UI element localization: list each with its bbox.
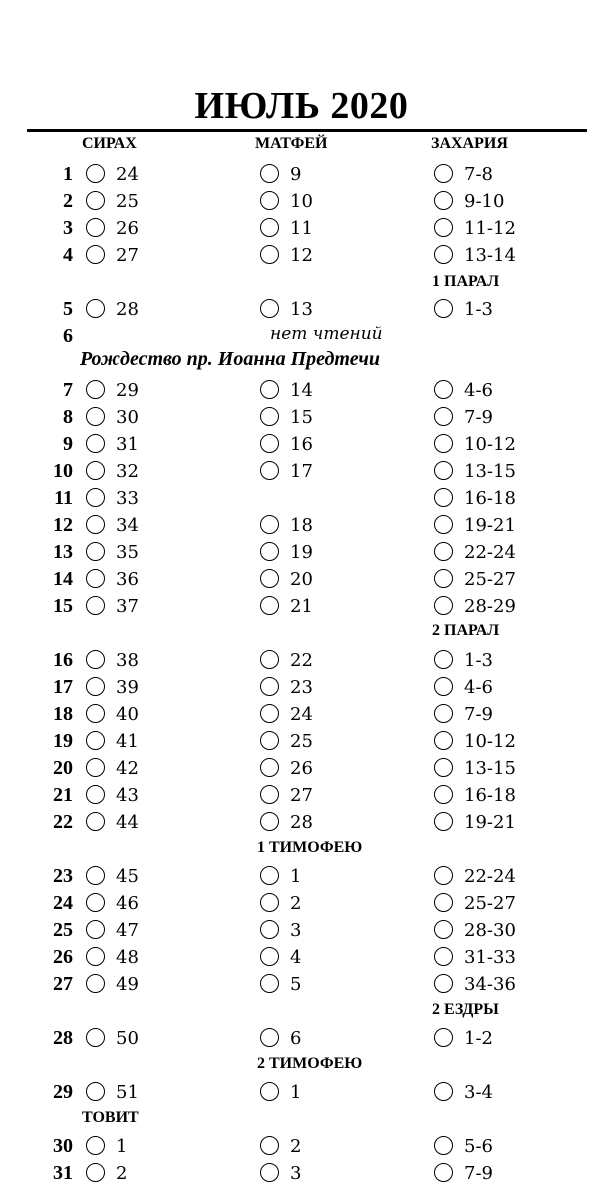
table-row <box>0 944 603 971</box>
table-row <box>0 377 603 404</box>
table-row <box>0 296 603 323</box>
checkbox-circle[interactable] <box>260 731 279 750</box>
chapter-label: 26 <box>290 758 313 779</box>
table-row <box>0 566 603 593</box>
chapter-label: 42 <box>116 758 139 779</box>
checkbox-circle[interactable] <box>434 515 453 534</box>
checkbox-circle[interactable] <box>260 569 279 588</box>
day-number: 13 <box>53 541 73 563</box>
checkbox-circle[interactable] <box>434 650 453 669</box>
day-number: 10 <box>53 460 73 482</box>
day-number: 2 <box>63 190 73 212</box>
checkbox-circle[interactable] <box>260 812 279 831</box>
chapter-label: 2 <box>290 893 302 914</box>
checkbox-circle[interactable] <box>434 1136 453 1155</box>
day-number: 21 <box>53 784 73 806</box>
table-row <box>0 863 603 890</box>
checkbox-circle[interactable] <box>434 1163 453 1182</box>
day-number: 28 <box>53 1027 73 1049</box>
chapter-label: 24 <box>116 164 139 185</box>
checkbox-circle[interactable] <box>260 191 279 210</box>
checkbox-circle[interactable] <box>86 785 105 804</box>
subheading-1-timothy: 1 ТИМОФЕЮ <box>257 839 363 856</box>
day-number: 16 <box>53 649 73 671</box>
checkbox-circle[interactable] <box>434 380 453 399</box>
table-row <box>0 485 603 512</box>
checkbox-circle[interactable] <box>434 596 453 615</box>
chapter-label: 11 <box>290 218 313 239</box>
day-number: 23 <box>53 865 73 887</box>
checkbox-circle[interactable] <box>260 1163 279 1182</box>
chapter-label: 28 <box>116 299 139 320</box>
day-number: 29 <box>53 1081 73 1103</box>
checkbox-circle[interactable] <box>260 380 279 399</box>
chapter-label: 26 <box>116 218 139 239</box>
chapter-label: 36 <box>116 569 139 590</box>
chapter-label: 29 <box>116 380 139 401</box>
subheading-2-ezdry: 2 ЕЗДРЫ <box>432 1001 499 1018</box>
checkbox-circle[interactable] <box>434 1082 453 1101</box>
chapter-label: 34 <box>116 515 139 536</box>
checkbox-circle[interactable] <box>260 893 279 912</box>
checkbox-circle[interactable] <box>86 461 105 480</box>
chapter-label: 44 <box>116 812 139 833</box>
table-row <box>0 512 603 539</box>
day-number: 15 <box>53 595 73 617</box>
chapter-label: 3-4 <box>464 1082 493 1103</box>
chapter-label: 9-10 <box>464 191 505 212</box>
chapter-label: 17 <box>290 461 313 482</box>
checkbox-circle[interactable] <box>260 1028 279 1047</box>
chapter-label: 28-30 <box>464 920 516 941</box>
day-number: 9 <box>63 433 73 455</box>
chapter-label: 19-21 <box>464 515 516 536</box>
chapter-label: 20 <box>290 569 313 590</box>
table-row <box>0 404 603 431</box>
checkbox-circle[interactable] <box>86 650 105 669</box>
chapter-label: 22-24 <box>464 542 516 563</box>
day-number: 25 <box>53 919 73 941</box>
day-number: 3 <box>63 217 73 239</box>
chapter-label: 45 <box>116 866 139 887</box>
chapter-label: 7-9 <box>464 407 493 428</box>
day-number: 11 <box>54 487 73 509</box>
checkbox-circle[interactable] <box>86 1136 105 1155</box>
chapter-label: 25-27 <box>464 569 516 590</box>
checkbox-circle[interactable] <box>86 191 105 210</box>
checkbox-circle[interactable] <box>86 380 105 399</box>
table-row <box>0 1079 603 1106</box>
chapter-label: 10-12 <box>464 434 516 455</box>
chapter-label: 34-36 <box>464 974 516 995</box>
checkbox-circle[interactable] <box>260 1082 279 1101</box>
chapter-label: 1-3 <box>464 650 493 671</box>
chapter-label: 13 <box>290 299 313 320</box>
chapter-label: 18 <box>290 515 313 536</box>
table-row <box>0 809 603 836</box>
checkbox-circle[interactable] <box>86 677 105 696</box>
checkbox-circle[interactable] <box>434 245 453 264</box>
checkbox-circle[interactable] <box>86 596 105 615</box>
table-row <box>0 701 603 728</box>
chapter-label: 10 <box>290 191 313 212</box>
day-number: 27 <box>53 973 73 995</box>
checkbox-circle[interactable] <box>86 542 105 561</box>
checkbox-circle[interactable] <box>260 515 279 534</box>
table-row <box>0 647 603 674</box>
day-number: 19 <box>53 730 73 752</box>
checkbox-circle[interactable] <box>434 812 453 831</box>
checkbox-circle[interactable] <box>434 974 453 993</box>
checkbox-circle[interactable] <box>260 1136 279 1155</box>
checkbox-circle[interactable] <box>260 866 279 885</box>
day-number: 1 <box>63 163 73 185</box>
table-row <box>0 971 603 998</box>
checkbox-circle[interactable] <box>260 758 279 777</box>
column-header-matthew: МАТФЕЙ <box>255 135 328 152</box>
chapter-label: 35 <box>116 542 139 563</box>
day-number: 24 <box>53 892 73 914</box>
chapter-label: 13-15 <box>464 461 516 482</box>
table-row <box>0 431 603 458</box>
checkbox-circle[interactable] <box>434 758 453 777</box>
checkbox-circle[interactable] <box>434 785 453 804</box>
table-row <box>0 161 603 188</box>
checkbox-circle[interactable] <box>86 704 105 723</box>
chapter-label: 2 <box>290 1136 302 1157</box>
chapter-label: 4 <box>290 947 302 968</box>
table-row <box>0 1160 603 1187</box>
day-number: 26 <box>53 946 73 968</box>
chapter-label: 1 <box>116 1136 128 1157</box>
table-row <box>0 728 603 755</box>
checkbox-circle[interactable] <box>86 758 105 777</box>
checkbox-circle[interactable] <box>86 299 105 318</box>
day-number: 14 <box>53 568 73 590</box>
checkbox-circle[interactable] <box>260 299 279 318</box>
chapter-label: 49 <box>116 974 139 995</box>
chapter-label: 27 <box>116 245 139 266</box>
chapter-label: 25-27 <box>464 893 516 914</box>
day-number: 17 <box>53 676 73 698</box>
chapter-label: 43 <box>116 785 139 806</box>
checkbox-circle[interactable] <box>260 785 279 804</box>
checkbox-circle[interactable] <box>434 704 453 723</box>
checkbox-circle[interactable] <box>260 407 279 426</box>
table-row <box>0 242 603 269</box>
checkbox-circle[interactable] <box>86 1028 105 1047</box>
chapter-label: 7-8 <box>464 164 493 185</box>
chapter-label: 16-18 <box>464 785 516 806</box>
no-readings-note: нет чтений <box>270 324 383 344</box>
checkbox-circle[interactable] <box>86 920 105 939</box>
table-row <box>0 215 603 242</box>
day-number: 4 <box>63 244 73 266</box>
checkbox-circle[interactable] <box>86 488 105 507</box>
day-number: 7 <box>63 379 73 401</box>
table-row <box>0 890 603 917</box>
chapter-label: 2 <box>116 1163 128 1184</box>
table-row <box>0 917 603 944</box>
checkbox-circle[interactable] <box>434 191 453 210</box>
chapter-label: 47 <box>116 920 139 941</box>
chapter-label: 25 <box>290 731 313 752</box>
checkbox-circle[interactable] <box>434 164 453 183</box>
chapter-label: 19-21 <box>464 812 516 833</box>
subheading-2-paral: 2 ПАРАЛ <box>432 622 500 639</box>
feast-title: Рождество пр. Иоанна Предтечи <box>80 348 380 370</box>
checkbox-circle[interactable] <box>434 677 453 696</box>
checkbox-circle[interactable] <box>260 542 279 561</box>
checkbox-circle[interactable] <box>434 299 453 318</box>
checkbox-circle[interactable] <box>86 245 105 264</box>
checkbox-circle[interactable] <box>86 164 105 183</box>
day-number: 6 <box>63 325 73 347</box>
chapter-label: 41 <box>116 731 139 752</box>
checkbox-circle[interactable] <box>260 947 279 966</box>
page-title: ИЮЛЬ 2020 <box>194 85 409 127</box>
checkbox-circle[interactable] <box>86 974 105 993</box>
checkbox-circle[interactable] <box>86 1163 105 1182</box>
column-header-sirach: СИРАХ <box>82 135 137 152</box>
chapter-label: 14 <box>290 380 313 401</box>
checkbox-circle[interactable] <box>260 974 279 993</box>
day-number: 12 <box>53 514 73 536</box>
table-row <box>0 1133 603 1160</box>
chapter-label: 27 <box>290 785 313 806</box>
checkbox-circle[interactable] <box>434 920 453 939</box>
chapter-label: 30 <box>116 407 139 428</box>
checkbox-circle[interactable] <box>434 866 453 885</box>
chapter-label: 38 <box>116 650 139 671</box>
checkbox-circle[interactable] <box>434 569 453 588</box>
checkbox-circle[interactable] <box>86 434 105 453</box>
table-row <box>0 674 603 701</box>
chapter-label: 25 <box>116 191 139 212</box>
checkbox-circle[interactable] <box>260 461 279 480</box>
chapter-label: 4-6 <box>464 677 493 698</box>
chapter-label: 28-29 <box>464 596 516 617</box>
chapter-label: 13-14 <box>464 245 516 266</box>
chapter-label: 13-15 <box>464 758 516 779</box>
chapter-label: 31 <box>116 434 139 455</box>
checkbox-circle[interactable] <box>434 461 453 480</box>
chapter-label: 48 <box>116 947 139 968</box>
subheading-2-timothy: 2 ТИМОФЕЮ <box>257 1055 363 1072</box>
checkbox-circle[interactable] <box>260 650 279 669</box>
checkbox-circle[interactable] <box>86 731 105 750</box>
chapter-label: 21 <box>290 596 313 617</box>
chapter-label: 1-3 <box>464 299 493 320</box>
checkbox-circle[interactable] <box>86 218 105 237</box>
table-row <box>0 539 603 566</box>
chapter-label: 37 <box>116 596 139 617</box>
checkbox-circle[interactable] <box>86 866 105 885</box>
chapter-label: 7-9 <box>464 704 493 725</box>
chapter-label: 31-33 <box>464 947 516 968</box>
chapter-label: 4-6 <box>464 380 493 401</box>
table-row <box>0 188 603 215</box>
chapter-label: 24 <box>290 704 313 725</box>
column-header-zechariah: ЗАХАРИЯ <box>431 135 508 152</box>
chapter-label: 9 <box>290 164 302 185</box>
chapter-label: 3 <box>290 920 302 941</box>
chapter-label: 22-24 <box>464 866 516 887</box>
checkbox-circle[interactable] <box>434 947 453 966</box>
checkbox-circle[interactable] <box>260 596 279 615</box>
chapter-label: 28 <box>290 812 313 833</box>
checkbox-circle[interactable] <box>86 569 105 588</box>
checkbox-circle[interactable] <box>86 1082 105 1101</box>
checkbox-circle[interactable] <box>260 164 279 183</box>
chapter-label: 5-6 <box>464 1136 493 1157</box>
checkbox-circle[interactable] <box>434 434 453 453</box>
checkbox-circle[interactable] <box>86 812 105 831</box>
table-row <box>0 458 603 485</box>
chapter-label: 11-12 <box>464 218 516 239</box>
checkbox-circle[interactable] <box>260 920 279 939</box>
chapter-label: 1 <box>290 1082 302 1103</box>
day-number: 30 <box>53 1135 73 1157</box>
checkbox-circle[interactable] <box>86 407 105 426</box>
chapter-label: 10-12 <box>464 731 516 752</box>
day-number: 31 <box>53 1162 73 1184</box>
chapter-label: 32 <box>116 461 139 482</box>
checkbox-circle[interactable] <box>86 893 105 912</box>
chapter-label: 7-9 <box>464 1163 493 1184</box>
day-number: 20 <box>53 757 73 779</box>
checkbox-circle[interactable] <box>260 434 279 453</box>
checkbox-circle[interactable] <box>86 515 105 534</box>
chapter-label: 46 <box>116 893 139 914</box>
chapter-label: 16 <box>290 434 313 455</box>
table-row <box>0 593 603 620</box>
checkbox-circle[interactable] <box>434 407 453 426</box>
table-row <box>0 782 603 809</box>
chapter-label: 51 <box>116 1082 139 1103</box>
checkbox-circle[interactable] <box>260 704 279 723</box>
checkbox-circle[interactable] <box>434 893 453 912</box>
checkbox-circle[interactable] <box>260 677 279 696</box>
day-number: 18 <box>53 703 73 725</box>
title-rule <box>27 129 587 132</box>
checkbox-circle[interactable] <box>260 218 279 237</box>
chapter-label: 3 <box>290 1163 302 1184</box>
day-number: 5 <box>63 298 73 320</box>
chapter-label: 39 <box>116 677 139 698</box>
checkbox-circle[interactable] <box>434 731 453 750</box>
subheading-1-paral: 1 ПАРАЛ <box>432 273 500 290</box>
table-row <box>0 755 603 782</box>
chapter-label: 15 <box>290 407 313 428</box>
subheading-tovit: ТОВИТ <box>82 1109 139 1126</box>
chapter-label: 5 <box>290 974 302 995</box>
day-number: 8 <box>63 406 73 428</box>
chapter-label: 50 <box>116 1028 139 1049</box>
checkbox-circle[interactable] <box>434 1028 453 1047</box>
chapter-label: 33 <box>116 488 139 509</box>
checkbox-circle[interactable] <box>86 947 105 966</box>
chapter-label: 1 <box>290 866 302 887</box>
chapter-label: 19 <box>290 542 313 563</box>
chapter-label: 12 <box>290 245 313 266</box>
checkbox-circle[interactable] <box>434 488 453 507</box>
checkbox-circle[interactable] <box>260 245 279 264</box>
chapter-label: 1-2 <box>464 1028 493 1049</box>
table-row <box>0 1025 603 1052</box>
chapter-label: 22 <box>290 650 313 671</box>
chapter-label: 23 <box>290 677 313 698</box>
checkbox-circle[interactable] <box>434 542 453 561</box>
day-number: 22 <box>53 811 73 833</box>
chapter-label: 16-18 <box>464 488 516 509</box>
chapter-label: 40 <box>116 704 139 725</box>
chapter-label: 6 <box>290 1028 302 1049</box>
checkbox-circle[interactable] <box>434 218 453 237</box>
